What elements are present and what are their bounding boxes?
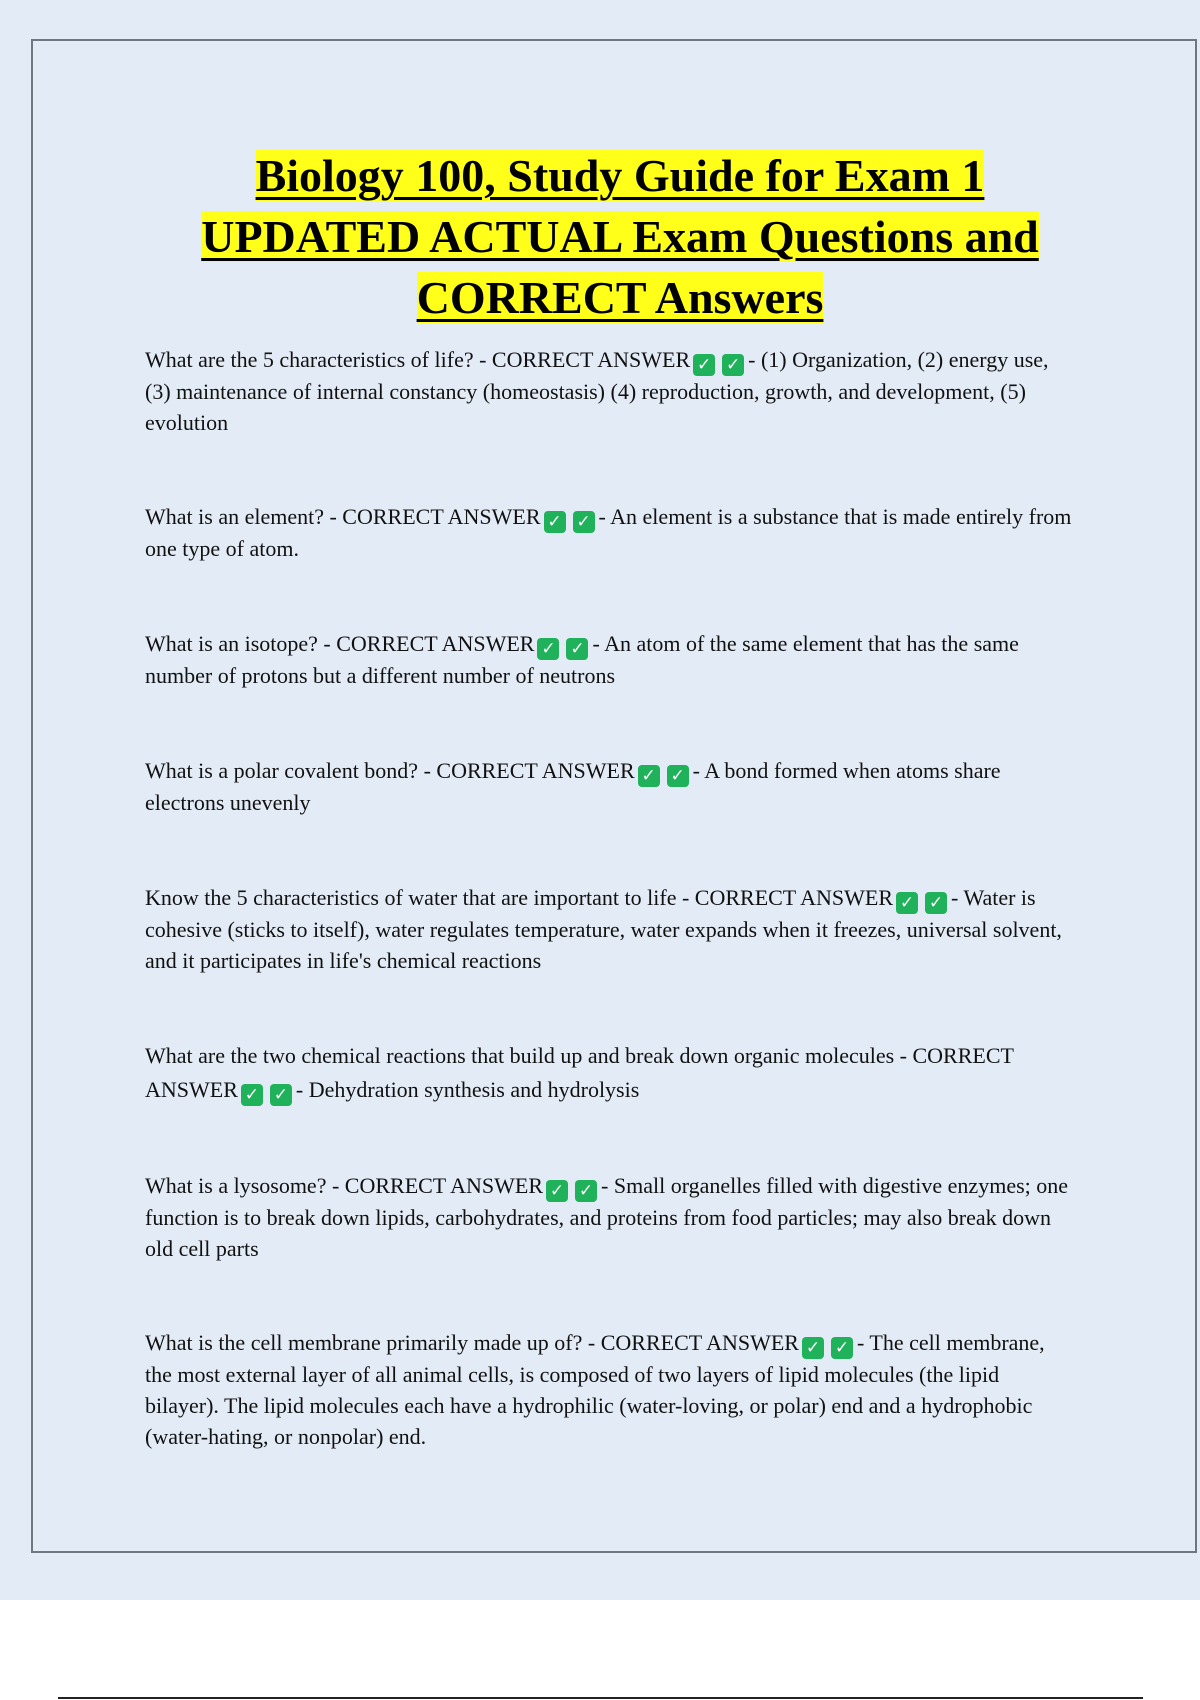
answer-text: - Water is cohesive (sticks to itself), water regulates temperature, water expands when it freezes, universal solvent, and it participates in life's chemical reactions: [145, 885, 1062, 973]
check-mark-icon: ✓: [575, 1180, 597, 1202]
qa-item-1: [145, 344, 1075, 438]
qa-item-5: [145, 882, 1075, 976]
qa-item-3: [145, 628, 1075, 691]
title-line-3: CORRECT Answers: [416, 272, 824, 323]
question-text: What is an isotope? - CORRECT ANSWER: [145, 631, 535, 656]
question-text: What are the 5 characteristics of life? - CORRECT ANSWER: [145, 347, 691, 372]
question-text: Know the 5 characteristics of water that are important to life - CORRECT ANSWER: [145, 885, 894, 910]
qa-item-6: [145, 1039, 1075, 1107]
answer-text: - An atom of the same element that has the same number of protons but a different number of neutrons: [145, 631, 1019, 688]
question-text: What is a lysosome? - CORRECT ANSWER: [145, 1173, 544, 1198]
qa-item-2: [145, 501, 1075, 564]
check-mark-icon: ✓: [896, 892, 918, 914]
footer-divider: [58, 1697, 1143, 1699]
title-line-1: Biology 100, Study Guide for Exam 1: [255, 150, 985, 201]
qa-item-7: [145, 1170, 1075, 1264]
answer-text: - (1) Organization, (2) energy use, (3) maintenance of internal constancy (homeostasis) (4) reproduction, growth, and development, (5) evolution: [145, 347, 1049, 435]
check-mark-icon: ✓: [693, 354, 715, 376]
answer-text: - An element is a substance that is made entirely from one type of atom.: [145, 504, 1072, 561]
check-mark-icon: ✓: [544, 511, 566, 533]
check-mark-icon: ✓: [566, 638, 588, 660]
check-mark-icon: ✓: [537, 638, 559, 660]
check-mark-icon: ✓: [831, 1337, 853, 1359]
check-mark-icon: ✓: [638, 765, 660, 787]
qa-item-4: [145, 755, 1075, 818]
answer-text: - The cell membrane, the most external layer of all animal cells, is composed of two layers of lipid molecules (the lipid bilayer). The lipid molecules each have a hydrophilic (water-loving, or polar) end and a hydrophobic (water-hating, or nonpolar) end.: [145, 1330, 1045, 1449]
title-line-2: UPDATED ACTUAL Exam Questions and: [201, 211, 1039, 262]
check-mark-icon: ✓: [925, 892, 947, 914]
check-mark-icon: ✓: [573, 511, 595, 533]
answer-text: - Dehydration synthesis and hydrolysis: [295, 1077, 640, 1102]
question-text: What is the cell membrane primarily made up of? - CORRECT ANSWER: [145, 1330, 799, 1355]
answer-text: - Small organelles filled with digestive enzymes; one function is to break down lipids, carbohydrates, and proteins from food particles; may also break down old cell parts: [145, 1173, 1069, 1261]
document-title: [60, 145, 1180, 328]
check-mark-icon: ✓: [270, 1084, 292, 1106]
check-mark-icon: ✓: [241, 1084, 263, 1106]
question-text: What are the two chemical reactions that build up and break down organic molecules - CORRECT ANSWER: [145, 1043, 1014, 1102]
question-text: What is a polar covalent bond? - CORRECT ANSWER: [145, 758, 635, 783]
check-mark-icon: ✓: [802, 1337, 824, 1359]
question-text: What is an element? - CORRECT ANSWER: [145, 504, 541, 529]
check-mark-icon: ✓: [722, 354, 744, 376]
qa-item-8: [145, 1327, 1075, 1452]
answer-text: - A bond formed when atoms share electrons unevenly: [145, 758, 1001, 815]
check-mark-icon: ✓: [546, 1180, 568, 1202]
check-mark-icon: ✓: [667, 765, 689, 787]
